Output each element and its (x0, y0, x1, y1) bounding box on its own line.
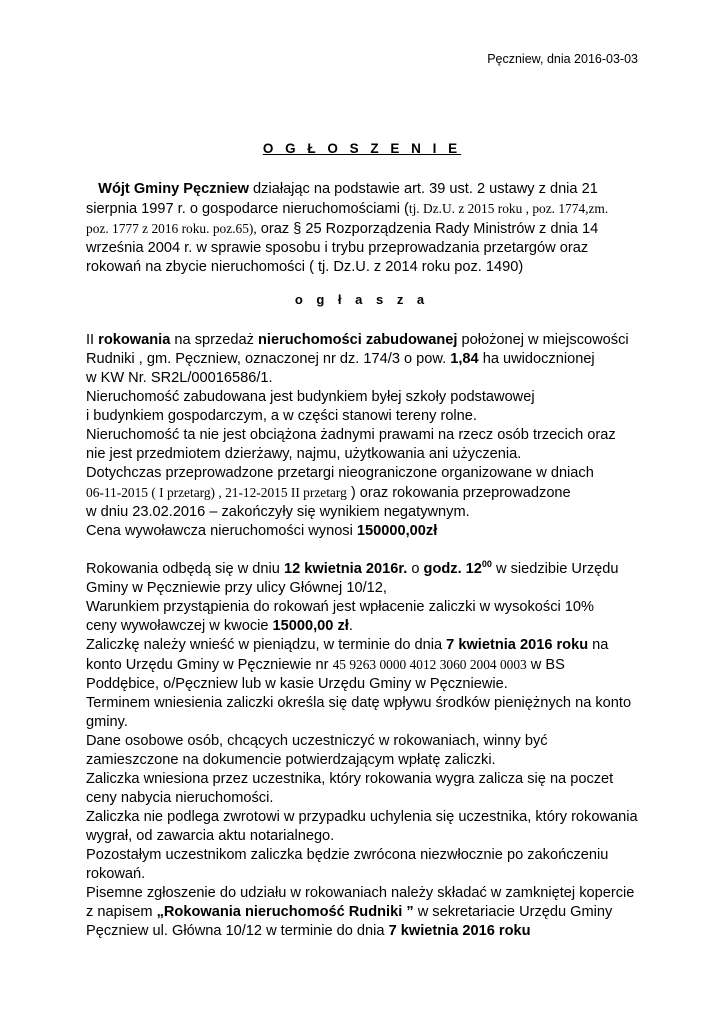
p8-line-1: Zaliczkę należy wnieść w pieniądzu, w terminie do dnia 7 kwietnia 2016 roku na (86, 637, 609, 653)
p2-line-2: i budynkiem gospodarczym, a w części stanowi tereny rolne. (86, 408, 477, 424)
p5-price-line: Cena wywoławcza nieruchomości wynosi 150000,00zł (86, 523, 438, 539)
deposit-amount: 15000,00 zł (272, 618, 349, 634)
p4-line-2: 06-11-2015 ( I przetarg) , 21-12-2015 II przetarg ) oraz rokowania przeprowadzone (86, 485, 571, 501)
p14-line-3: Pęczniew ul. Główna 10/12 w terminie do dnia 7 kwietnia 2016 roku (86, 923, 531, 939)
p4-line-3: w dniu 23.02.2016 – zakończyły się wynikiem negatywnym. (86, 504, 470, 520)
p7-line-2: ceny wywoławczej w kwocie 15000,00 zł. (86, 618, 353, 634)
negotiation-time: godz. $12^{00}$ (423, 559, 492, 577)
p3-line-1: Nieruchomość ta nie jest obciążona żadnymi prawami na rzecz osób trzecich oraz (86, 427, 616, 443)
p4-line-1: Dotychczas przeprowadzone przetargi nieograniczone organizowane w dniach (86, 465, 594, 481)
p1-line-1: II rokowania na sprzedaż nieruchomości zabudowanej położonej w miejscowości (86, 332, 629, 348)
p2-line-1: Nieruchomość zabudowana jest budynkiem byłej szkoły podstawowej (86, 389, 535, 405)
p8-line-2: konto Urzędu Gminy w Pęczniewie nr 45 9263 0000 4012 3060 2004 0003 w BS (86, 657, 565, 673)
intro-paragraph (86, 180, 646, 277)
intro-line-4: września 2004 r. w sprawie sposobu i trybu przeprowadzania przetargów oraz (86, 240, 589, 256)
p9-line-2: gminy. (86, 714, 128, 730)
announces-heading: o g ł a s z a (294, 292, 430, 307)
p1-line-2: Rudniki , gm. Pęczniew, oznaczonej nr dz. 174/3 o pow. 1,84 ha uwidocznionej (86, 351, 595, 367)
intro-line-5: rokowań na zbycie nieruchomości ( tj. Dz.U. z 2014 roku poz. 1490) (86, 259, 524, 275)
document-date: Pęczniew, dnia 2016-03-03 (487, 52, 638, 66)
p6-line-2: Gminy w Pęczniewie przy ulicy Głównej 10/12, (86, 580, 387, 596)
p12-line-1: Zaliczka nie podlega zwrotowi w przypadku uchylenia się uczestnika, który rokowania (86, 809, 638, 825)
bank-account-number: 45 9263 0000 4012 3060 2004 0003 (332, 657, 527, 672)
p8-line-3: Poddębice, o/Pęczniew lub w kasie Urzędu Gminy w Pęczniewie. (86, 676, 508, 692)
spacer (86, 541, 652, 560)
p12-line-2: wygrał, od zawarcia aktu notarialnego. (86, 828, 335, 844)
deposit-deadline: 7 kwietnia 2016 roku (446, 637, 589, 653)
negotiation-date: 12 kwietnia 2016r. (283, 561, 408, 577)
document-title: O G Ł O S Z E N I E (262, 141, 462, 156)
p13-line-1: Pozostałym uczestnikom zaliczka będzie zwrócona niezwłocznie po zakończeniu (86, 847, 609, 863)
p11-line-1: Zaliczka wniesiona przez uczestnika, który rokowania wygra zalicza się na poczet (86, 771, 614, 787)
intro-line-1: Wójt Gminy Pęczniew działając na podstawie art. 39 ust. 2 ustawy z dnia 21 (98, 181, 598, 197)
intro-line-3: poz. 1777 z 2016 roku. poz.65), oraz § 25 Rozporządzenia Rady Ministrów z dnia 14 (86, 221, 599, 237)
starting-price: 150000,00zł (356, 523, 438, 539)
p13-line-2: rokowań. (86, 866, 146, 882)
p7-line-1: Warunkiem przystąpienia do rokowań jest wpłacenie zaliczki w wysokości 10% (86, 599, 595, 615)
p6-line-1: Rokowania odbędą się w dniu 12 kwietnia 2016r. o godz. $12^{00}$ w siedzibie Urzędu (86, 559, 619, 577)
announcement-body (86, 331, 652, 941)
envelope-label: „Rokowania nieruchomość Rudniki ” (156, 904, 414, 920)
p10-line-2: zamieszczone na dokumencie potwierdzającym wpłatę zaliczki. (86, 752, 496, 768)
p14-line-2: z napisem „Rokowania nieruchomość Rudniki ” w sekretariacie Urzędu Gminy (86, 904, 613, 920)
intro-line-2: sierpnia 1997 r. o gospodarce nieruchomościami (tj. Dz.U. z 2015 roku , poz. 1774,zm. (86, 201, 609, 217)
issuer-name: Wójt Gminy Pęczniew (98, 181, 249, 197)
p14-line-1: Pisemne zgłoszenie do udziału w rokowaniach należy składać w zamkniętej kopercie (86, 885, 635, 901)
submission-deadline: 7 kwietnia 2016 roku (388, 923, 531, 939)
p3-line-2: nie jest przedmiotem dzierżawy, najmu, użytkowania ani użyczenia. (86, 446, 522, 462)
p10-line-1: Dane osobowe osób, chcących uczestniczyć w rokowaniach, winny być (86, 733, 548, 749)
p9-line-1: Terminem wniesienia zaliczki określa się datę wpływu środków pieniężnych na konto (86, 695, 632, 711)
p1-line-3: w KW Nr. SR2L/00016586/1. (86, 370, 273, 386)
p11-line-2: ceny nabycia nieruchomości. (86, 790, 274, 806)
